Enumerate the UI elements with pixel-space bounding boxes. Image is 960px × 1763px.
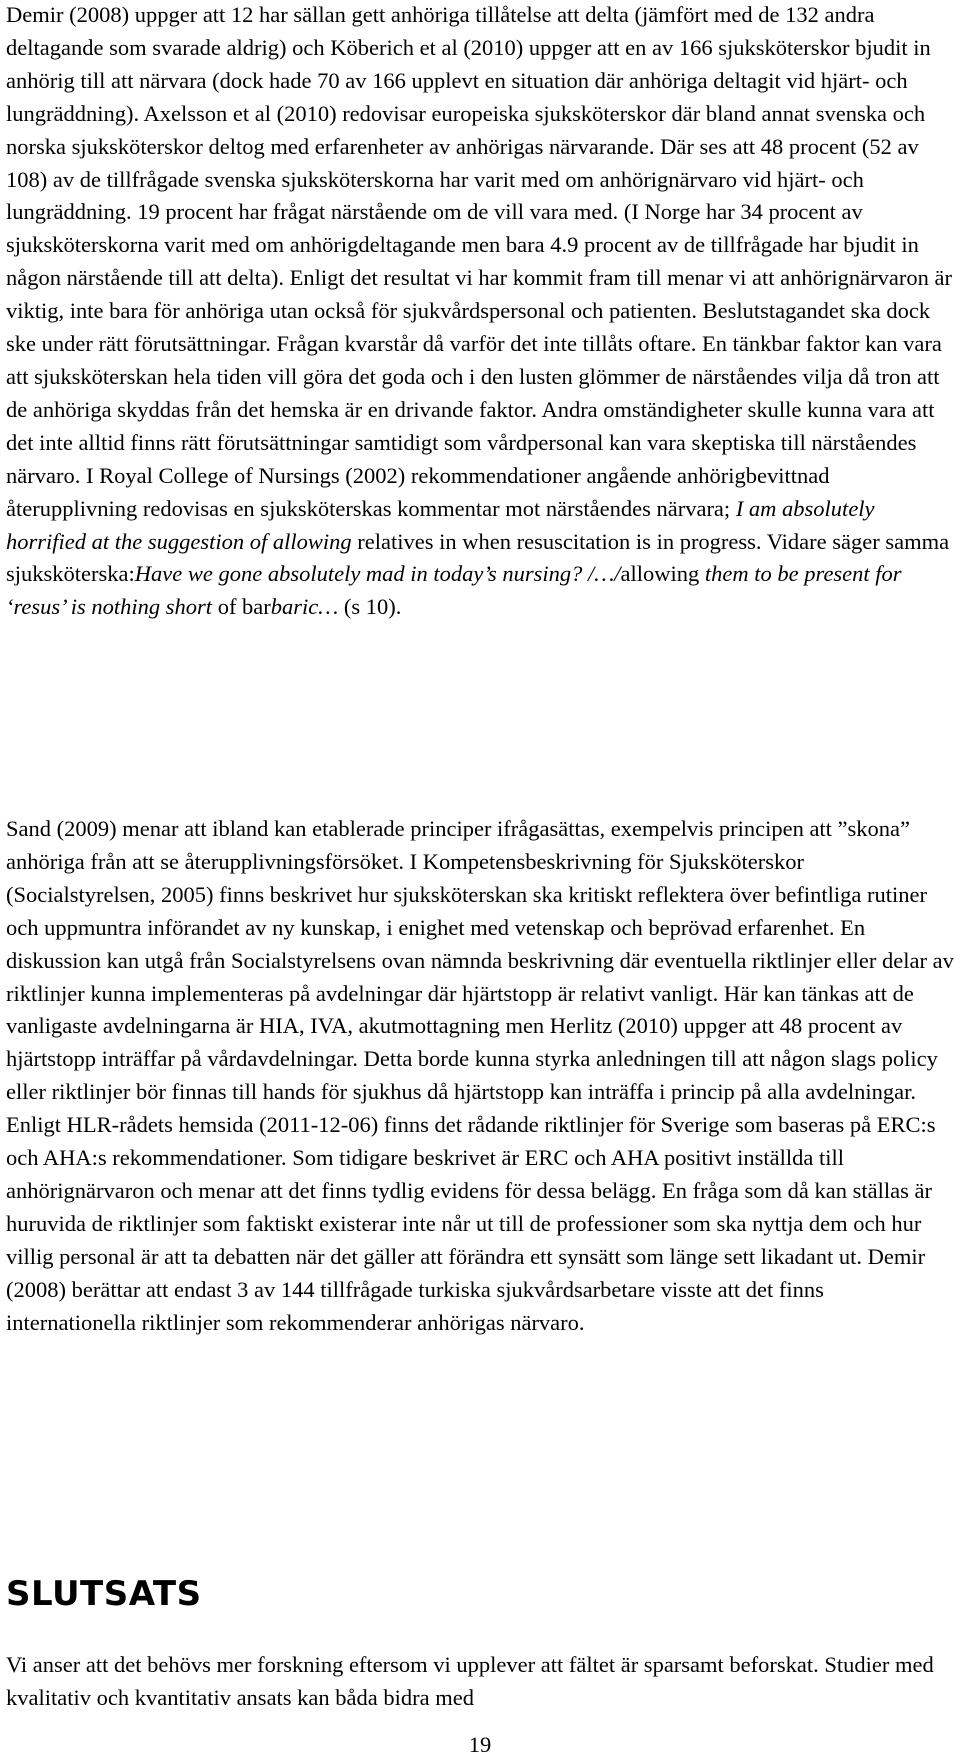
paragraph-text: of bar [217,594,271,620]
page-number: 19 [468,1732,492,1757]
paragraph-text: Vidare säger samma sjuksköterska: [6,528,950,587]
quote-text: Have we gone absolutely mad in today’s nursing? /…/ [134,561,621,587]
citation-text: (s 10). [343,594,402,620]
paragraph-conclusion [6,1649,954,1715]
paragraph-text: Demir (2008) uppger att 12 har sällan gett anhöriga tillåtelse att delta (jämfört med de 132 andra deltagande som svarade aldrig) och Köberich et al (2010) uppger att en av 166 sjuksköterskor bjudit in anhörig till att närvara (dock hade 70 av 166 upplevt en situation där anhöriga deltagit vid hjärt- och lungräddning). Axelsson et al (2010) redovisar europeiska sjuksköterskor där bland annat svenska och norska sjuksköterskor deltog med erfarenheter av anhörigas närvarande. Där ses att 48 procent (52 av 108) av de tillfrågade svenska sjuksköterskorna har varit med om anhörignärvaro vid hjärt- och lungräddning. 19 procent har frågat närstående om de vill vara med. (I Norge har 34 procent av sjuksköterskorna varit med om anhörigdeltagande men bara 4.9 procent av de tillfrågade har bjudit in någon närstående till att delta). Enligt det resultat vi har kommit fram till menar vi att anhörignärvaron är viktig, inte bara för anhöriga utan också för sjukvårdspersonal och patienten. Beslutstagandet ska dock ske under rätt förutsättningar. Frågan kvarstår då varför det inte tillåts oftare. En tänkbar faktor kan vara att sjuksköterskan hela tiden vill göra det goda och i den lusten glömmer de närståendes vilja då tron att de anhöriga skyddas från det hemska är en drivande faktor. Andra omständigheter skulle kunna vara att det inte alltid finns rätt förutsättningar samtidigt som vårdpersonal kan vara skeptiska till närståendes närvaro. I Royal College of Nursings (2002) rekommendationer angående anhörigbevittnad återupplivning redovisas en sjuksköterskas kommentar mot närståendes närvara; [6,2,952,521]
paragraph-text: Sand (2009) menar att ibland kan etablerade principer ifrågasättas, exempelvis principen att ”skona” anhöriga från att se återupplivningsförsöket. I Kompetensbeskrivning för Sjuksköterskor (Socialstyrelsen, 2005) finns beskrivet hur sjuksköterskan ska kritiskt reflektera över befintliga rutiner och uppmuntra införandet av ny kunskap, i enighet med vetenskap och beprövad erfarenhet. En diskussion kan utgå från Socialstyrelsens ovan nämnda beskrivning där eventuella riktlinjer eller delar av riktlinjer kunna implementeras på avdelningar där hjärtstopp är relativt vanligt. Här kan tänkas att de vanligaste avdelningarna är HIA, IVA, akutmottagning men Herlitz (2010) uppger att 48 procent av hjärtstopp inträffar på vårdavdelningar. Detta borde kunna styrka anledningen till att någon slags policy eller riktlinjer bör finnas till hands för sjukhus då hjärtstopp kan inträffa i princip på alla avdelningar. Enligt HLR-rådets hemsida (2011-12-06) finns det rådande riktlinjer för Sverige som baseras på ERC:s och AHA:s rekommendationer. Som tidigare beskrivet är ERC och AHA positivt inställda till anhörignärvaron och menar att det finns tydlig evidens för dessa belägg. En fråga som då kan ställas är huruvida de riktlinjer som faktiskt existerar inte når ut till de professioner som ska nyttja dem och hur villig personal är att ta debatten när det gäller att förändra ett synsätt som länge sett likadant ut. Demir (2008) berättar att endast 3 av 144 tillfrågade turkiska sjukvårdsarbetare visste att det finns internationella riktlinjer som rekommenderar anhörigas närvaro. [6,816,954,1335]
paragraph-text: relatives in when resuscitation is in progress. [357,528,762,554]
quote-text: I am absolutely horrified at the suggestion of allowing [6,495,875,554]
paragraph-guidelines [6,813,954,1340]
paragraph-text: Vi anser att det behövs mer forskning eftersom vi upplever att fältet är sparsamt beforskat. Studier med kvalitativ och kvantitativ ansats kan båda bidra med [6,1652,934,1710]
paragraph-text: allowing [620,561,700,587]
paragraph-results-discussion [6,0,954,624]
quote-text: baric… [270,594,339,620]
section-heading: SLUTSATS [6,1574,202,1614]
quote-text: them to be present for ‘resus’ is nothing short [6,561,902,620]
